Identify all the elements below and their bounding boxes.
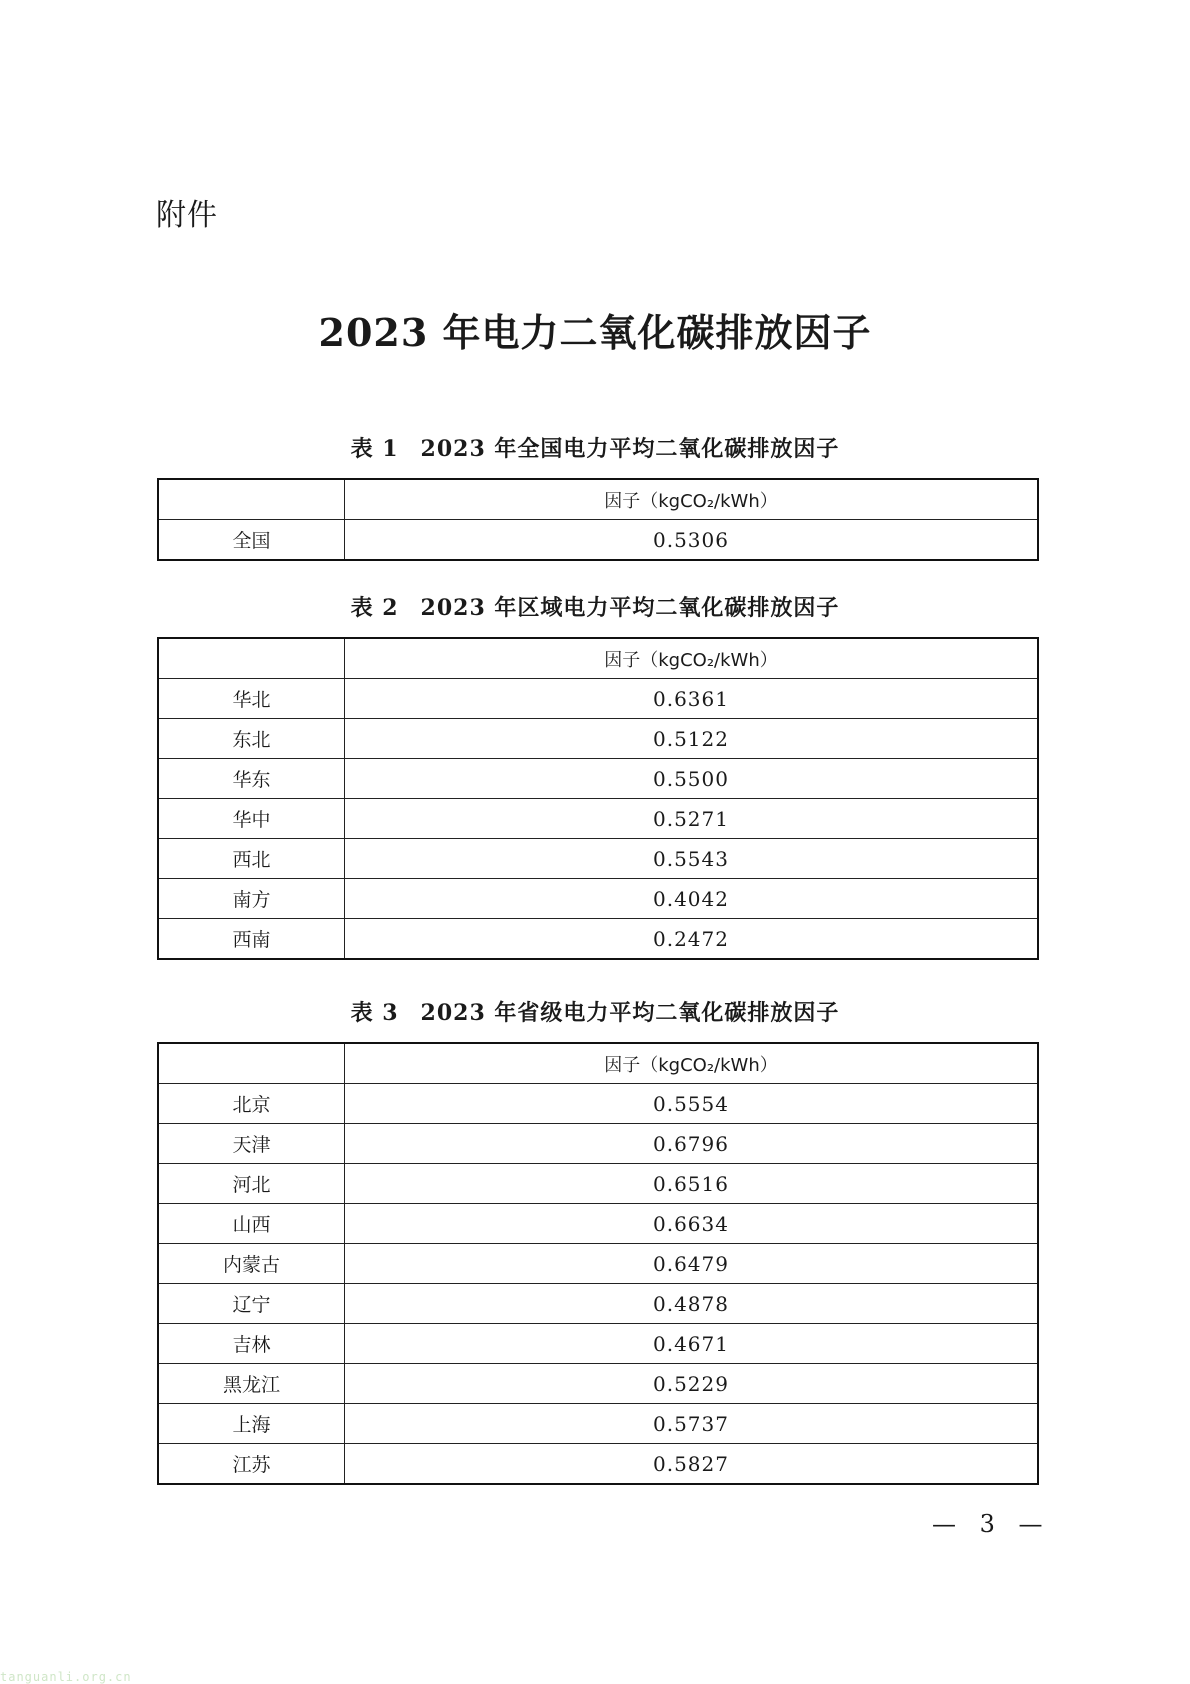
factor-value-cell: 0.6516	[345, 1164, 1039, 1204]
table-row	[158, 1124, 1038, 1164]
factor-value-cell: 0.6796	[345, 1124, 1039, 1164]
table-row	[158, 1364, 1038, 1404]
table2-header-factor: 因子（kgCO₂/kWh）	[345, 638, 1039, 679]
table2-header-row	[158, 638, 1038, 679]
table-row	[158, 1444, 1038, 1485]
factor-value-cell: 0.2472	[345, 919, 1039, 960]
table2-caption-text: 2023 年区域电力平均二氧化碳排放因子	[420, 595, 840, 621]
table1-caption-number: 表 1	[350, 436, 399, 462]
factor-value-cell: 0.5827	[345, 1444, 1039, 1485]
table3-caption-number: 表 3	[350, 1000, 399, 1026]
factor-value-cell: 0.6634	[345, 1204, 1039, 1244]
region-name-cell: 山西	[158, 1204, 345, 1244]
region-name-cell: 北京	[158, 1084, 345, 1124]
region-name-cell: 黑龙江	[158, 1364, 345, 1404]
table3-body	[158, 1084, 1038, 1485]
table2-caption-number: 表 2	[350, 595, 399, 621]
table3-header-factor: 因子（kgCO₂/kWh）	[345, 1043, 1039, 1084]
factor-value-cell: 0.6479	[345, 1244, 1039, 1284]
region-name-cell: 东北	[158, 719, 345, 759]
region-name-cell: 天津	[158, 1124, 345, 1164]
table2-caption	[0, 591, 1190, 622]
region-name-cell: 内蒙古	[158, 1244, 345, 1284]
document-title: 2023 年电力二氧化碳排放因子	[318, 310, 872, 355]
table-row	[158, 839, 1038, 879]
region-name-cell: 华东	[158, 759, 345, 799]
table-row	[158, 1324, 1038, 1364]
table1-caption-text: 2023 年全国电力平均二氧化碳排放因子	[420, 436, 840, 462]
region-name-cell: 南方	[158, 879, 345, 919]
table-row	[158, 919, 1038, 960]
factor-value-cell: 0.5737	[345, 1404, 1039, 1444]
region-name-cell: 华中	[158, 799, 345, 839]
region-name-cell: 江苏	[158, 1444, 345, 1485]
table3-caption	[0, 996, 1190, 1027]
table-row	[158, 1084, 1038, 1124]
table1-caption	[0, 432, 1190, 463]
table1	[157, 478, 1039, 561]
table-row	[158, 520, 1038, 561]
region-name-cell: 西北	[158, 839, 345, 879]
table1-header-row	[158, 479, 1038, 520]
factor-value-cell: 0.5122	[345, 719, 1039, 759]
table-row	[158, 879, 1038, 919]
watermark: tanguanli.org.cn	[0, 1670, 132, 1684]
table2-header-blank	[158, 638, 345, 679]
table-row	[158, 679, 1038, 719]
region-name-cell: 上海	[158, 1404, 345, 1444]
table-row	[158, 1204, 1038, 1244]
factor-value-cell: 0.5306	[345, 520, 1039, 561]
table-row	[158, 1404, 1038, 1444]
attachment-label: 附件	[156, 198, 218, 233]
factor-value-cell: 0.5543	[345, 839, 1039, 879]
factor-value-cell: 0.4671	[345, 1324, 1039, 1364]
region-name-cell: 全国	[158, 520, 345, 561]
factor-value-cell: 0.6361	[345, 679, 1039, 719]
factor-value-cell: 0.4042	[345, 879, 1039, 919]
table2-body	[158, 679, 1038, 960]
table-row	[158, 799, 1038, 839]
table3	[157, 1042, 1039, 1485]
region-name-cell: 西南	[158, 919, 345, 960]
table3-header-blank	[158, 1043, 345, 1084]
table2	[157, 637, 1039, 960]
page-number: — 3 —	[932, 1510, 1051, 1538]
factor-value-cell: 0.5271	[345, 799, 1039, 839]
table3-caption-text: 2023 年省级电力平均二氧化碳排放因子	[420, 1000, 840, 1026]
factor-value-cell: 0.5229	[345, 1364, 1039, 1404]
region-name-cell: 吉林	[158, 1324, 345, 1364]
table-row	[158, 719, 1038, 759]
table1-header-factor: 因子（kgCO₂/kWh）	[345, 479, 1039, 520]
table-row	[158, 759, 1038, 799]
table1-body	[158, 520, 1038, 561]
table1-header-blank	[158, 479, 345, 520]
region-name-cell: 辽宁	[158, 1284, 345, 1324]
table3-header-row	[158, 1043, 1038, 1084]
factor-value-cell: 0.5500	[345, 759, 1039, 799]
region-name-cell: 河北	[158, 1164, 345, 1204]
region-name-cell: 华北	[158, 679, 345, 719]
table-row	[158, 1164, 1038, 1204]
table-row	[158, 1244, 1038, 1284]
factor-value-cell: 0.4878	[345, 1284, 1039, 1324]
table-row	[158, 1284, 1038, 1324]
factor-value-cell: 0.5554	[345, 1084, 1039, 1124]
